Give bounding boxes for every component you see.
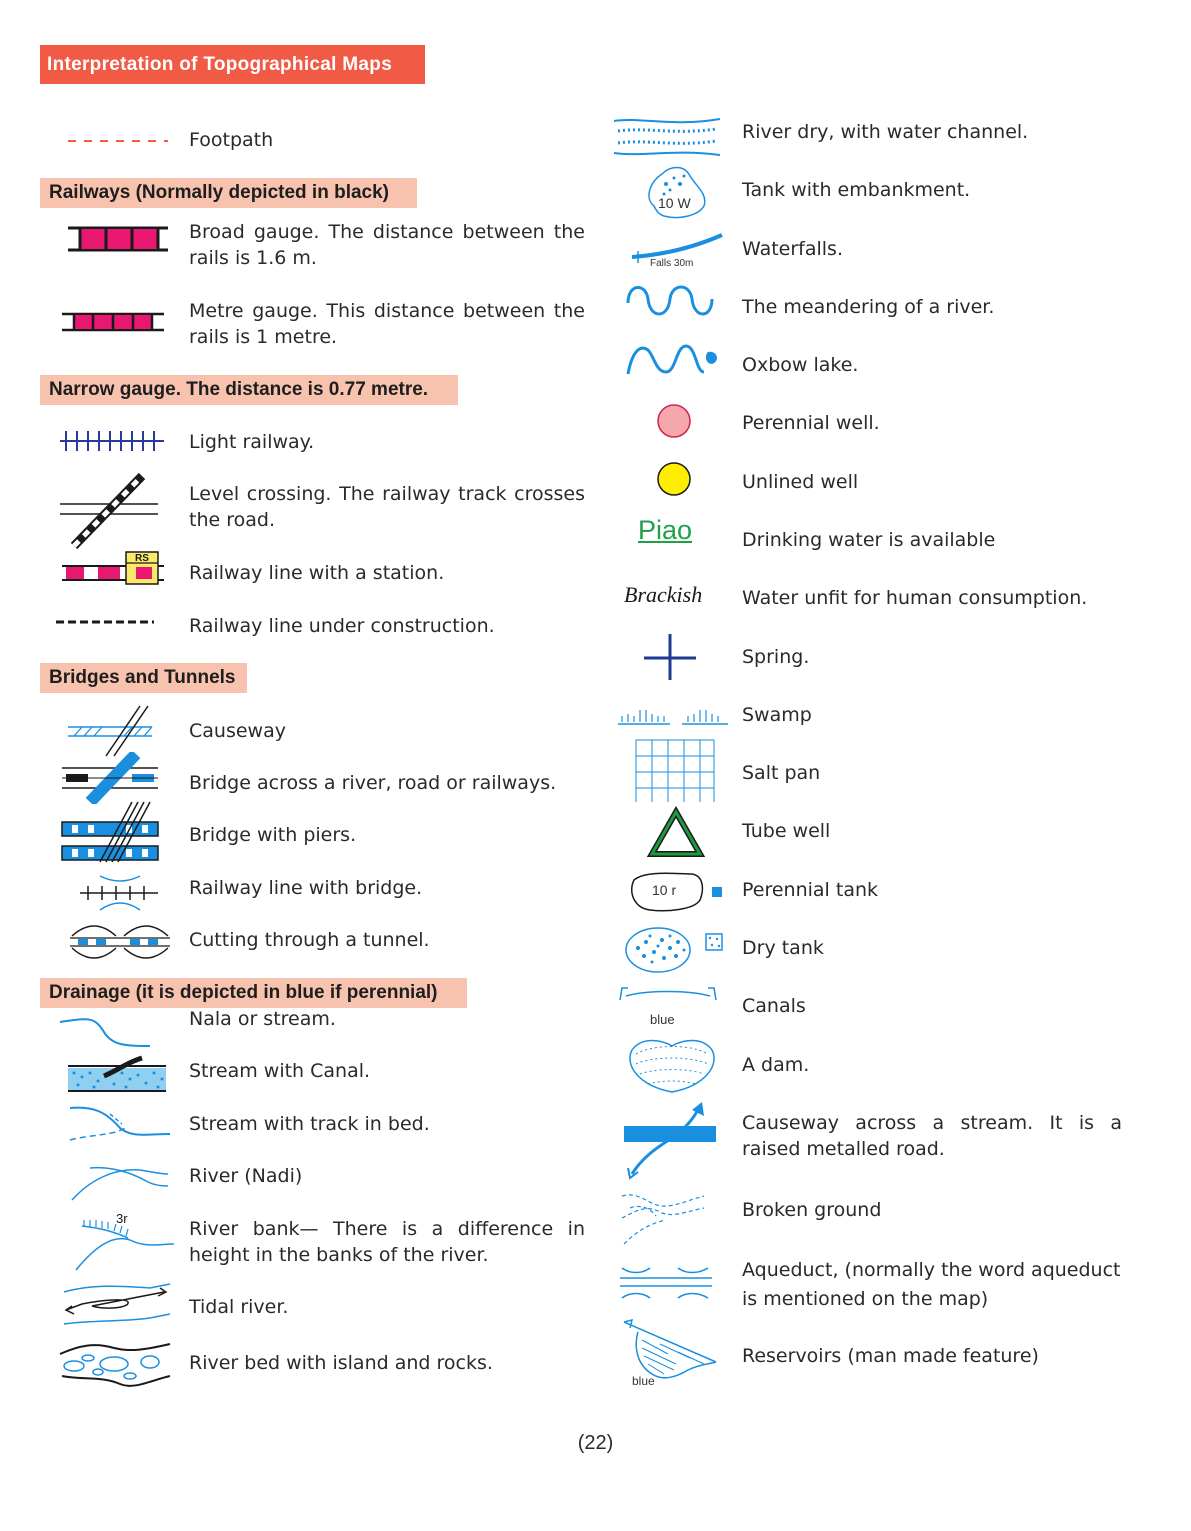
broad-gauge-label: Broad gauge. The distance between the rails is 1.6 m.	[189, 221, 585, 269]
river-bed-label: River bed with island and rocks.	[189, 1352, 493, 1374]
perennial-tank-value: 10 r	[652, 882, 677, 898]
swamp-symbol	[616, 704, 730, 728]
tidal-river-symbol	[62, 1280, 174, 1330]
canals-color: blue	[650, 1012, 675, 1027]
page-title: Interpretation of Topographical Maps	[40, 45, 425, 84]
railway-bridge-label: Railway line with bridge.	[189, 877, 423, 899]
aqueduct-symbol	[618, 1262, 714, 1306]
bridge-piers-symbol	[60, 800, 160, 864]
dry-tank-label: Dry tank	[742, 937, 824, 959]
railway-station-label: Railway line with a station.	[189, 562, 445, 584]
reservoir-symbol	[620, 1316, 724, 1392]
page-number: (22)	[577, 1432, 614, 1454]
railway-station-symbol	[60, 549, 166, 589]
heading-railways: Railways (Normally depicted in black)	[40, 178, 417, 208]
causeway-symbol	[62, 704, 162, 758]
broken-ground-symbol	[620, 1188, 708, 1250]
nala-label: Nala or stream.	[189, 1008, 336, 1030]
unlined-well-symbol	[655, 460, 693, 498]
salt-pan-symbol	[634, 738, 716, 804]
aqueduct-label: Aqueduct, (normally the word aqueduct is mentioned on the map)	[742, 1259, 1121, 1310]
railway-construction-label: Railway line under construction.	[189, 615, 495, 637]
reservoir-color: blue	[632, 1374, 655, 1388]
station-code: RS	[135, 553, 149, 564]
dry-tank-symbol	[624, 924, 728, 976]
oxbow-symbol	[624, 338, 722, 380]
bridge-label: Bridge across a river, road or railways.	[189, 772, 557, 794]
meander-label: The meandering of a river.	[742, 296, 995, 318]
tube-well-symbol	[646, 806, 706, 860]
bridge-symbol	[60, 752, 160, 804]
perennial-tank-symbol	[626, 868, 726, 916]
tank-embankment-label: Tank with embankment.	[742, 179, 971, 201]
heading-bridges: Bridges and Tunnels	[40, 663, 247, 693]
causeway-label: Causeway	[189, 720, 286, 742]
perennial-well-label: Perennial well.	[742, 412, 880, 434]
tube-well-label: Tube well	[742, 820, 831, 842]
metre-gauge-symbol	[60, 311, 166, 333]
waterfalls-label: Waterfalls.	[742, 238, 843, 260]
tidal-river-label: Tidal river.	[189, 1296, 289, 1318]
broad-gauge-symbol	[66, 224, 170, 254]
unlined-well-label: Unlined well	[742, 471, 859, 493]
tunnel-symbol	[68, 918, 172, 966]
bridge-piers-label: Bridge with piers.	[189, 824, 357, 846]
stream-track-symbol	[68, 1104, 172, 1146]
river-bed-symbol	[58, 1336, 172, 1394]
river-dry-symbol	[612, 115, 722, 159]
falls-height: Falls 30m	[650, 258, 694, 269]
brackish-symbol: Brackish	[624, 582, 703, 607]
waterfalls-symbol	[630, 231, 724, 271]
perennial-well-symbol	[655, 402, 693, 440]
swamp-label: Swamp	[742, 704, 812, 726]
salt-pan-label: Salt pan	[742, 762, 821, 784]
piao-label: Drinking water is available	[742, 529, 996, 551]
river-nadi-label: River (Nadi)	[189, 1165, 303, 1187]
tank-embankment-value: 10 W	[658, 195, 691, 211]
footpath-label: Footpath	[189, 129, 274, 151]
railway-construction-symbol	[54, 616, 156, 628]
meander-symbol	[624, 279, 716, 321]
causeway-stream-symbol	[622, 1098, 718, 1180]
tank-embankment-symbol	[640, 162, 712, 220]
river-bank-height: 3r	[116, 1211, 128, 1226]
piao-symbol: Piao	[638, 515, 693, 545]
nala-symbol	[58, 1012, 152, 1052]
dam-symbol	[622, 1034, 720, 1098]
canals-label: Canals	[742, 995, 806, 1017]
railway-bridge-symbol	[78, 866, 160, 916]
dam-label: A dam.	[742, 1054, 810, 1076]
level-crossing-symbol	[56, 472, 162, 550]
broken-ground-label: Broken ground	[742, 1199, 882, 1221]
perennial-tank-label: Perennial tank	[742, 879, 879, 901]
light-railway-label: Light railway.	[189, 431, 315, 453]
spring-symbol	[642, 632, 698, 682]
tunnel-label: Cutting through a tunnel.	[189, 929, 430, 951]
spring-label: Spring.	[742, 646, 810, 668]
level-crossing-label: Level crossing. The railway track crosses the road.	[189, 483, 585, 531]
metre-gauge-label: Metre gauge. This distance between the rails is 1 metre.	[189, 300, 585, 348]
stream-canal-label: Stream with Canal.	[189, 1060, 371, 1082]
river-bank-label: River bank— There is a difference in height in the banks of the river.	[189, 1218, 585, 1266]
river-bank-symbol	[74, 1206, 176, 1276]
heading-drainage: Drainage (it is depicted in blue if perennial)	[40, 978, 467, 1008]
oxbow-label: Oxbow lake.	[742, 354, 859, 376]
reservoir-label: Reservoirs (man made feature)	[742, 1345, 1039, 1367]
river-dry-label: River dry, with water channel.	[742, 121, 1029, 143]
river-nadi-symbol	[70, 1160, 170, 1204]
stream-track-label: Stream with track in bed.	[189, 1113, 430, 1135]
canals-symbol	[616, 984, 722, 1028]
causeway-stream-label: Causeway across a stream. It is a raised metalled road.	[742, 1112, 1122, 1160]
heading-narrow-gauge: Narrow gauge. The distance is 0.77 metre.	[40, 375, 458, 405]
brackish-label: Water unfit for human consumption.	[742, 587, 1088, 609]
light-railway-symbol	[58, 428, 166, 454]
footpath-symbol	[66, 133, 170, 149]
stream-canal-symbol	[66, 1054, 168, 1094]
